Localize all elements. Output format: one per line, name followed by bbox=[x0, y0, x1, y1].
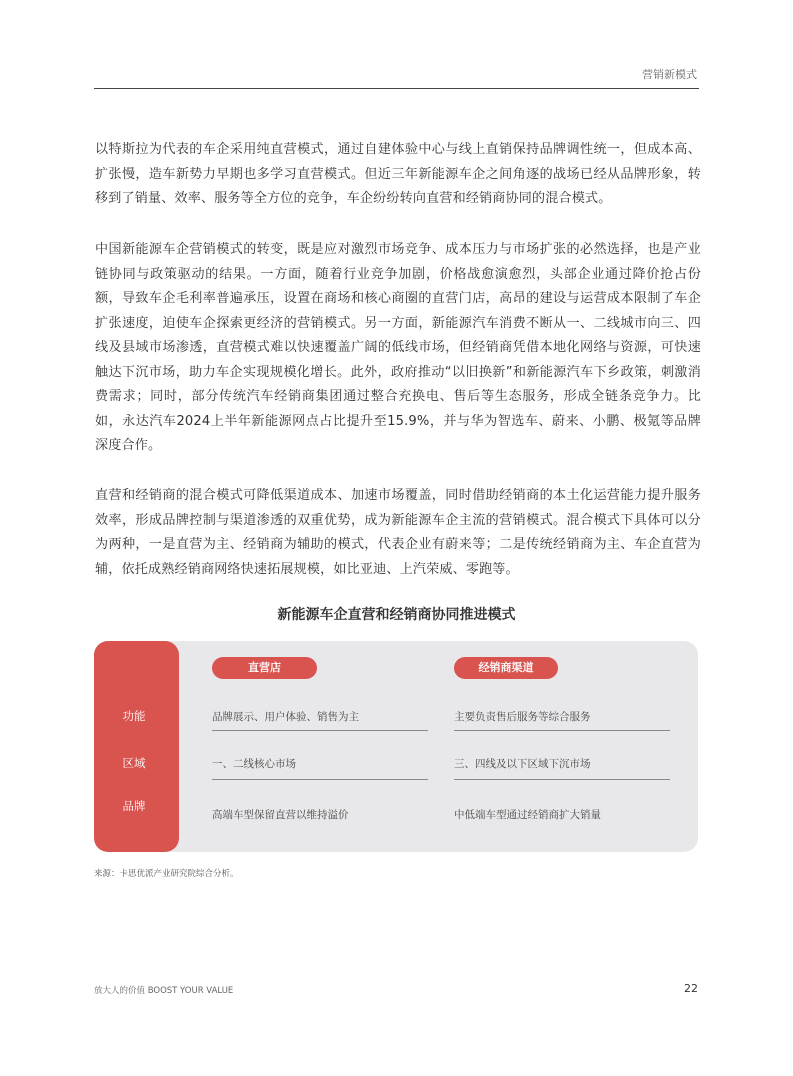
diagram-container bbox=[94, 641, 698, 852]
section-header: 营销新模式 bbox=[642, 68, 697, 81]
column-header-dealer-channel: 经销商渠道 bbox=[454, 657, 558, 679]
diagram-source-note: 来源：卡思优派产业研究院综合分析。 bbox=[94, 869, 239, 879]
cell-direct-region: 一、二线核心市场 bbox=[212, 758, 296, 770]
row-label-panel bbox=[94, 641, 179, 852]
body-paragraph-2: 中国新能源车企营销模式的转变，既是应对激烈市场竞争、成本压力与市场扩张的必然选择，也是产业链协同与政策驱动的结果。一方面，随着行业竞争加剧，价格战愈演愈烈，头部企业通过降价抢占份额，导致车企毛利率普遍承压，设置在商场和核心商圈的直营门店，高昂的建设与运营成本限制了车企扩张速度，迫使车企探索更经济的营销模式。另一方面，新能源汽车消费不断从一、二线城市向三、四线及县域市场渗透，直营模式难以快速覆盖广阔的低线市场，但经销商凭借本地化网络与资源，可快速触达下沉市场，助力车企实现规模化增长。此外，政府推动“以旧换新”和新能源汽车下乡政策，刺激消费需求；同时，部分传统汽车经销商集团通过整合充换电、售后等生态服务，形成全链条竞争力。比如，永达汽车2024上半年新能源网点占比提升至15.9%，并与华为智选车、蔚来、小鹏、极氪等品牌深度合作。 bbox=[95, 242, 701, 453]
body-paragraph-3: 直营和经销商的混合模式可降低渠道成本、加速市场覆盖，同时借助经销商的本土化运营能力提升服务效率，形成品牌控制与渠道渗透的双重优势，成为新能源车企主流的营销模式。混合模式下具体可以分为两种，一是直营为主、经销商为辅助的模式，代表企业有蔚来等；二是传统经销商为主、车企直营为辅，依托成熟经销商网络快速拓展规模，如比亚迪、上汽荣威、零跑等。 bbox=[95, 488, 701, 577]
header-divider bbox=[94, 88, 699, 89]
cell-divider bbox=[212, 730, 428, 731]
body-paragraph-1: 以特斯拉为代表的车企采用纯直营模式，通过自建体验中心与线上直销保持品牌调性统一，但成本高、扩张慢，造车新势力早期也多学习直营模式。但近三年新能源车企之间角逐的战场已经从品牌形象，转移到了销量、效率、服务等全方位的竞争，车企纷纷转向直营和经销商协同的混合模式。 bbox=[95, 142, 701, 206]
cell-dealer-region: 三、四线及以下区域下沉市场 bbox=[454, 758, 591, 770]
row-label-brand: 品牌 bbox=[122, 799, 146, 813]
cell-dealer-function: 主要负责售后服务等综合服务 bbox=[454, 711, 591, 723]
row-label-region: 区域 bbox=[122, 756, 146, 770]
page-number: 22 bbox=[684, 982, 698, 995]
cell-direct-brand: 高端车型保留直营以维持溢价 bbox=[212, 809, 349, 821]
row-label-function: 功能 bbox=[122, 709, 146, 723]
diagram-title: 新能源车企直营和经销商协同推进模式 bbox=[277, 607, 516, 623]
footer-tagline: 放大人的价值 BOOST YOUR VALUE bbox=[94, 986, 234, 996]
cell-divider bbox=[454, 779, 670, 780]
cell-dealer-brand: 中低端车型通过经销商扩大销量 bbox=[454, 809, 601, 821]
column-header-direct-store: 直营店 bbox=[212, 657, 317, 679]
cell-divider bbox=[454, 730, 670, 731]
cell-divider bbox=[212, 779, 428, 780]
cell-direct-function: 品牌展示、用户体验、销售为主 bbox=[212, 711, 359, 723]
